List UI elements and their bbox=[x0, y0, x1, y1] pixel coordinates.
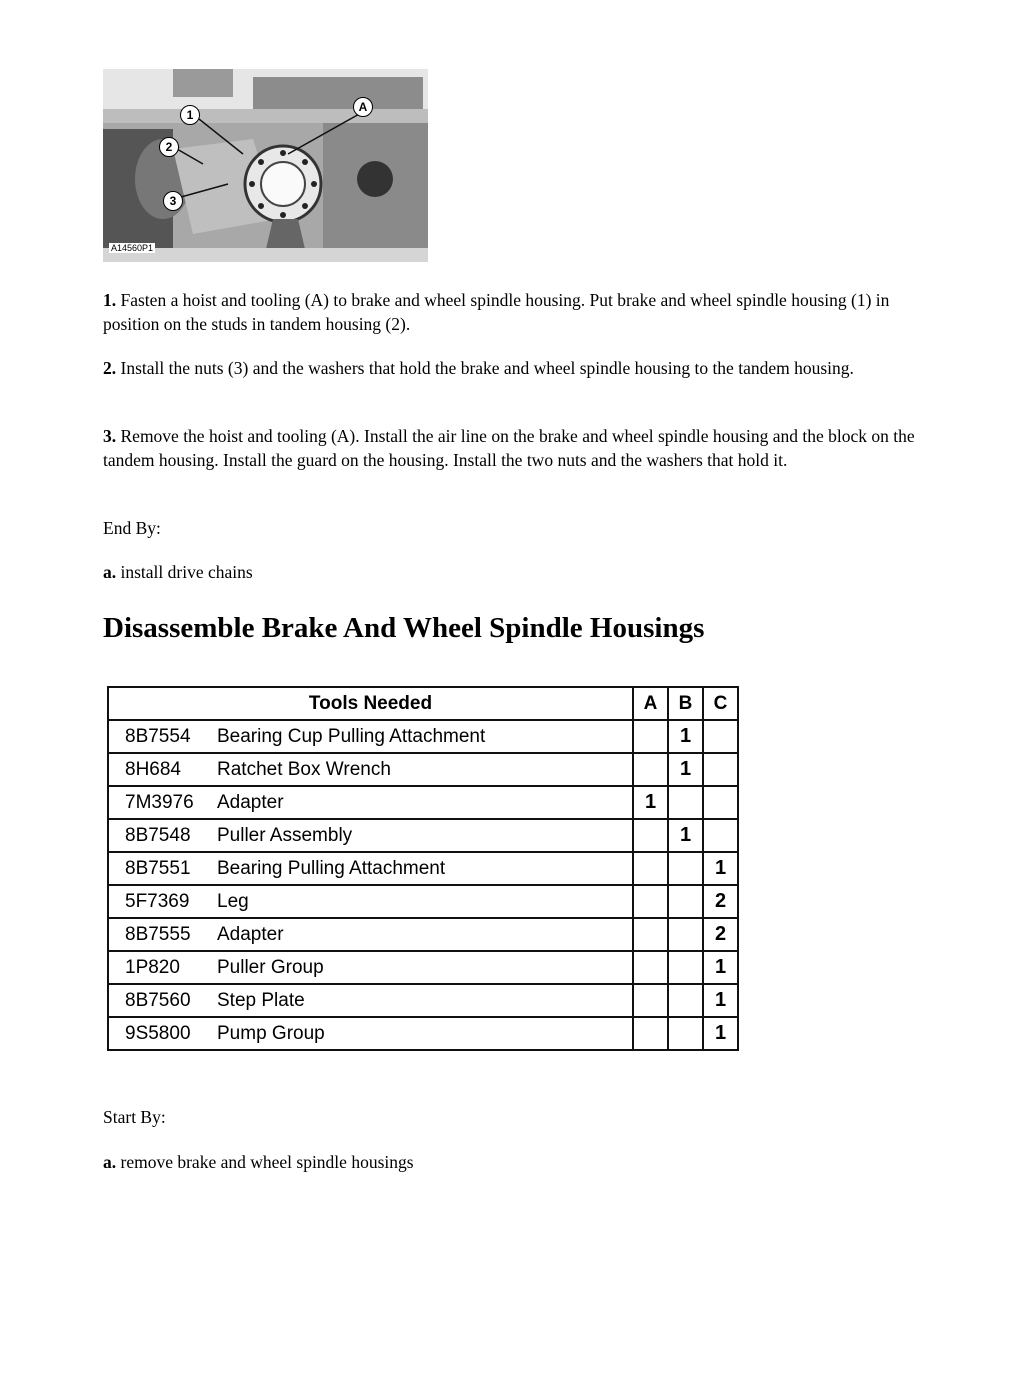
part-description: Pump Group bbox=[213, 1017, 633, 1050]
part-number: 7M3976 bbox=[108, 786, 213, 819]
header-tools-needed: Tools Needed bbox=[108, 687, 633, 720]
qty-a: 1 bbox=[633, 786, 668, 819]
qty-a bbox=[633, 951, 668, 984]
header-col-b: B bbox=[668, 687, 703, 720]
table-row bbox=[108, 951, 738, 984]
header-col-c: C bbox=[703, 687, 738, 720]
step-1 bbox=[103, 288, 923, 336]
start-by-item bbox=[103, 1150, 923, 1174]
header-col-a: A bbox=[633, 687, 668, 720]
step-3 bbox=[103, 424, 923, 472]
table-row bbox=[108, 786, 738, 819]
end-by-item-number: a. bbox=[103, 562, 117, 582]
qty-b: 1 bbox=[668, 720, 703, 753]
step-text: Install the nuts (3) and the washers that hold the brake and wheel spindle housing to the tandem housing. bbox=[120, 358, 854, 378]
part-number: 5F7369 bbox=[108, 885, 213, 918]
callout-2: 2 bbox=[159, 137, 179, 157]
qty-c: 2 bbox=[703, 885, 738, 918]
qty-c bbox=[703, 753, 738, 786]
qty-a bbox=[633, 720, 668, 753]
qty-c: 1 bbox=[703, 1017, 738, 1050]
part-description: Adapter bbox=[213, 786, 633, 819]
step-number: 2. bbox=[103, 358, 117, 378]
qty-a bbox=[633, 885, 668, 918]
part-number: 8B7551 bbox=[108, 852, 213, 885]
end-by-item bbox=[103, 560, 923, 584]
part-number: 8B7560 bbox=[108, 984, 213, 1017]
part-number: 9S5800 bbox=[108, 1017, 213, 1050]
part-description: Leg bbox=[213, 885, 633, 918]
step-text: Remove the hoist and tooling (A). Install the air line on the brake and wheel spindle housing and the block on the tandem housing. Install the guard on the housing. Install the two nuts and the washers that hold it. bbox=[103, 426, 915, 470]
section-title: Disassemble Brake And Wheel Spindle Housings bbox=[103, 612, 705, 644]
qty-a bbox=[633, 819, 668, 852]
part-number: 8H684 bbox=[108, 753, 213, 786]
tools-needed-table bbox=[107, 686, 739, 1051]
part-description: Puller Assembly bbox=[213, 819, 633, 852]
start-by-label: Start By: bbox=[103, 1107, 166, 1127]
table-header-row bbox=[108, 687, 738, 720]
qty-a bbox=[633, 918, 668, 951]
qty-b bbox=[668, 852, 703, 885]
qty-c: 2 bbox=[703, 918, 738, 951]
callout-a: A bbox=[353, 97, 373, 117]
step-text: Fasten a hoist and tooling (A) to brake and wheel spindle housing. Put brake and wheel spindle housing (1) in position on the studs in tandem housing (2). bbox=[103, 290, 890, 334]
qty-c: 1 bbox=[703, 984, 738, 1017]
qty-b bbox=[668, 951, 703, 984]
end-by-label: End By: bbox=[103, 518, 161, 538]
part-description: Ratchet Box Wrench bbox=[213, 753, 633, 786]
image-code: A14560P1 bbox=[111, 243, 154, 253]
table-row bbox=[108, 885, 738, 918]
qty-a bbox=[633, 984, 668, 1017]
start-by-item-number: a. bbox=[103, 1152, 117, 1172]
start-by-item-text: remove brake and wheel spindle housings bbox=[120, 1152, 414, 1172]
step-2 bbox=[103, 356, 923, 380]
qty-c: 1 bbox=[703, 852, 738, 885]
photo-illustration bbox=[103, 69, 428, 262]
callout-3: 3 bbox=[163, 191, 183, 211]
qty-c bbox=[703, 819, 738, 852]
qty-b bbox=[668, 1017, 703, 1050]
step-number: 3. bbox=[103, 426, 117, 446]
part-description: Adapter bbox=[213, 918, 633, 951]
part-description: Bearing Pulling Attachment bbox=[213, 852, 633, 885]
table-row bbox=[108, 1017, 738, 1050]
end-by-item-text: install drive chains bbox=[120, 562, 253, 582]
part-description: Puller Group bbox=[213, 951, 633, 984]
qty-b: 1 bbox=[668, 753, 703, 786]
part-number: 8B7548 bbox=[108, 819, 213, 852]
part-description: Step Plate bbox=[213, 984, 633, 1017]
qty-c bbox=[703, 786, 738, 819]
spindle-housing-photo bbox=[103, 69, 428, 262]
callout-1: 1 bbox=[180, 105, 200, 125]
qty-b bbox=[668, 918, 703, 951]
step-number: 1. bbox=[103, 290, 117, 310]
qty-b bbox=[668, 885, 703, 918]
table-row bbox=[108, 852, 738, 885]
part-description: Bearing Cup Pulling Attachment bbox=[213, 720, 633, 753]
qty-c bbox=[703, 720, 738, 753]
qty-b: 1 bbox=[668, 819, 703, 852]
table-row bbox=[108, 984, 738, 1017]
qty-a bbox=[633, 852, 668, 885]
table-row bbox=[108, 753, 738, 786]
qty-a bbox=[633, 753, 668, 786]
table-row bbox=[108, 819, 738, 852]
part-number: 8B7554 bbox=[108, 720, 213, 753]
qty-a bbox=[633, 1017, 668, 1050]
qty-b bbox=[668, 786, 703, 819]
part-number: 8B7555 bbox=[108, 918, 213, 951]
qty-b bbox=[668, 984, 703, 1017]
qty-c: 1 bbox=[703, 951, 738, 984]
table-row bbox=[108, 720, 738, 753]
part-number: 1P820 bbox=[108, 951, 213, 984]
table-row bbox=[108, 918, 738, 951]
